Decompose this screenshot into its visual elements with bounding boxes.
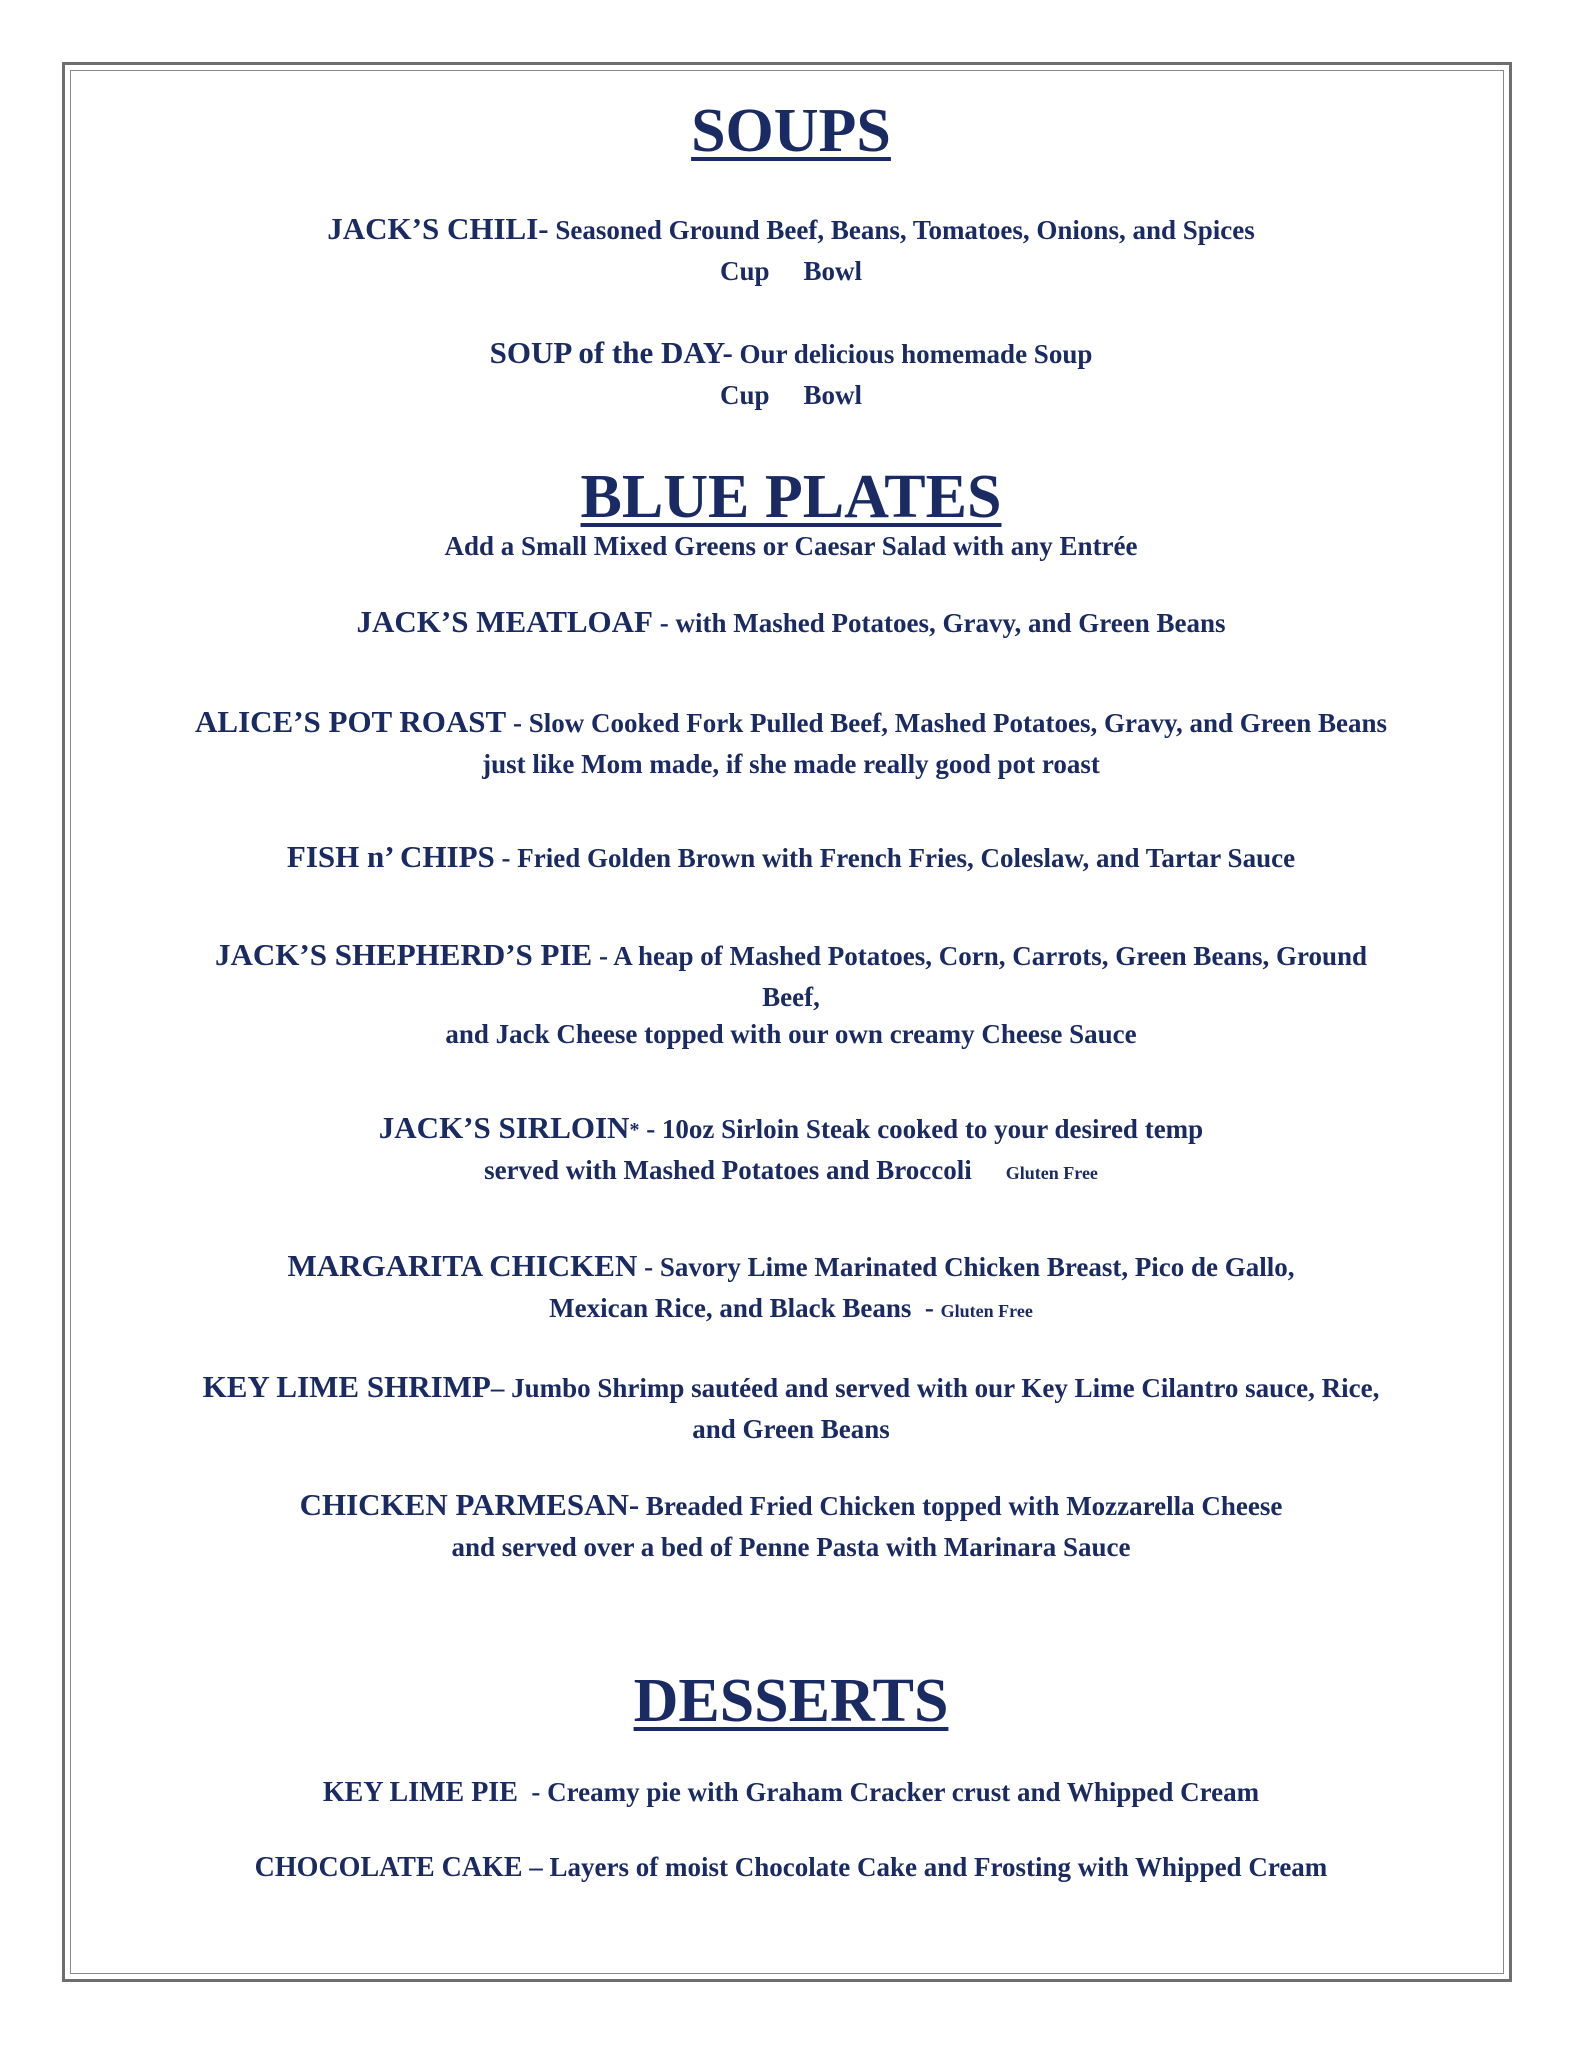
item-description: Breaded Fried Chicken topped with Mozzarella Cheese <box>639 1491 1283 1521</box>
gluten-free-separator: - <box>911 1293 934 1323</box>
item-description: Seasoned Ground Beef, Beans, Tomatoes, Onions, and Spices <box>548 215 1255 245</box>
menu-page <box>80 80 1502 1890</box>
item-description: Our delicious homemade Soup <box>732 339 1093 369</box>
menu-item-chicken-parmesan <box>80 1486 1502 1566</box>
gluten-free-label: Gluten Free <box>940 1301 1033 1321</box>
item-description: - 10oz Sirloin Steak cooked to your desired temp <box>639 1114 1204 1144</box>
size-cup: Cup <box>719 380 770 410</box>
item-description: - Creamy pie with Graham Cracker crust and Whipped Cream <box>517 1777 1260 1807</box>
item-description: - Slow Cooked Fork Pulled Beef, Mashed Potatoes, Gravy, and Green Beans <box>506 708 1387 738</box>
menu-item-margarita-chicken <box>80 1247 1502 1330</box>
item-description-line2: and served over a bed of Penne Pasta with Marinara Sauce <box>451 1532 1131 1562</box>
item-description: - Savory Lime Marinated Chicken Breast, Pico de Gallo, <box>637 1252 1295 1282</box>
item-name: CHOCOLATE CAKE <box>254 1852 523 1883</box>
item-name: MARGARITA CHICKEN <box>287 1248 638 1283</box>
menu-item-soup-of-the-day <box>80 334 1502 414</box>
menu-item-jacks-sirloin <box>80 1109 1502 1192</box>
item-description: – Layers of moist Chocolate Cake and Frosting with Whipped Cream <box>522 1852 1328 1882</box>
gluten-free-label: Gluten Free <box>1005 1163 1098 1183</box>
menu-item-jacks-chili <box>80 210 1502 290</box>
blue-plates-heading: BLUE PLATES <box>580 463 1002 531</box>
item-name: KEY LIME SHRIMP <box>202 1369 491 1404</box>
item-description-line2: just like Mom made, if she made really good pot roast <box>482 749 1100 779</box>
item-description: - Fried Golden Brown with French Fries, Coleslaw, and Tartar Sauce <box>494 843 1296 873</box>
menu-item-chocolate-cake <box>80 1849 1502 1890</box>
item-name: ALICE’S POT ROAST <box>195 704 507 739</box>
item-description: - with Mashed Potatoes, Gravy, and Green Beans <box>653 608 1226 638</box>
item-name: CHICKEN PARMESAN- <box>299 1487 640 1522</box>
item-name: JACK’S MEATLOAF <box>356 604 653 639</box>
item-description-line2: served with Mashed Potatoes and Broccoli <box>484 1155 972 1185</box>
item-description-line2: Beef, <box>762 982 820 1012</box>
item-description: – Jumbo Shrimp sautéed and served with our Key Lime Cilantro sauce, Rice, <box>490 1373 1380 1403</box>
menu-item-alices-pot-roast <box>80 703 1502 783</box>
desserts-heading: DESSERTS <box>633 1667 949 1735</box>
item-asterisk: * <box>629 1119 640 1141</box>
item-description-line3: and Jack Cheese topped with our own creamy Cheese Sauce <box>445 1019 1137 1049</box>
item-name: FISH n’ CHIPS <box>286 839 495 874</box>
menu-item-jacks-meatloaf <box>80 603 1502 646</box>
menu-item-key-lime-pie <box>80 1774 1502 1815</box>
menu-item-jacks-shepherds-pie <box>80 936 1502 1053</box>
item-description: - A heap of Mashed Potatoes, Corn, Carrots, Green Beans, Ground <box>592 941 1367 971</box>
item-description-line2: Mexican Rice, and Black Beans <box>549 1293 912 1323</box>
size-bowl: Bowl <box>803 256 863 286</box>
item-name: JACK’S SHEPHERD’S PIE <box>215 937 593 972</box>
item-name: JACK’S CHILI- <box>327 211 549 246</box>
item-description-line2: and Green Beans <box>692 1414 890 1444</box>
menu-item-fish-n-chips <box>80 838 1502 881</box>
menu-item-key-lime-shrimp <box>80 1368 1502 1448</box>
size-cup: Cup <box>719 256 770 286</box>
size-bowl: Bowl <box>803 380 863 410</box>
soups-heading: SOUPS <box>691 97 891 165</box>
item-name: KEY LIME PIE <box>322 1777 518 1808</box>
item-name: SOUP of the DAY- <box>489 335 733 370</box>
blue-plates-tagline: Add a Small Mixed Greens or Caesar Salad with any Entrée <box>444 531 1138 561</box>
item-name: JACK’S SIRLOIN <box>378 1110 630 1145</box>
